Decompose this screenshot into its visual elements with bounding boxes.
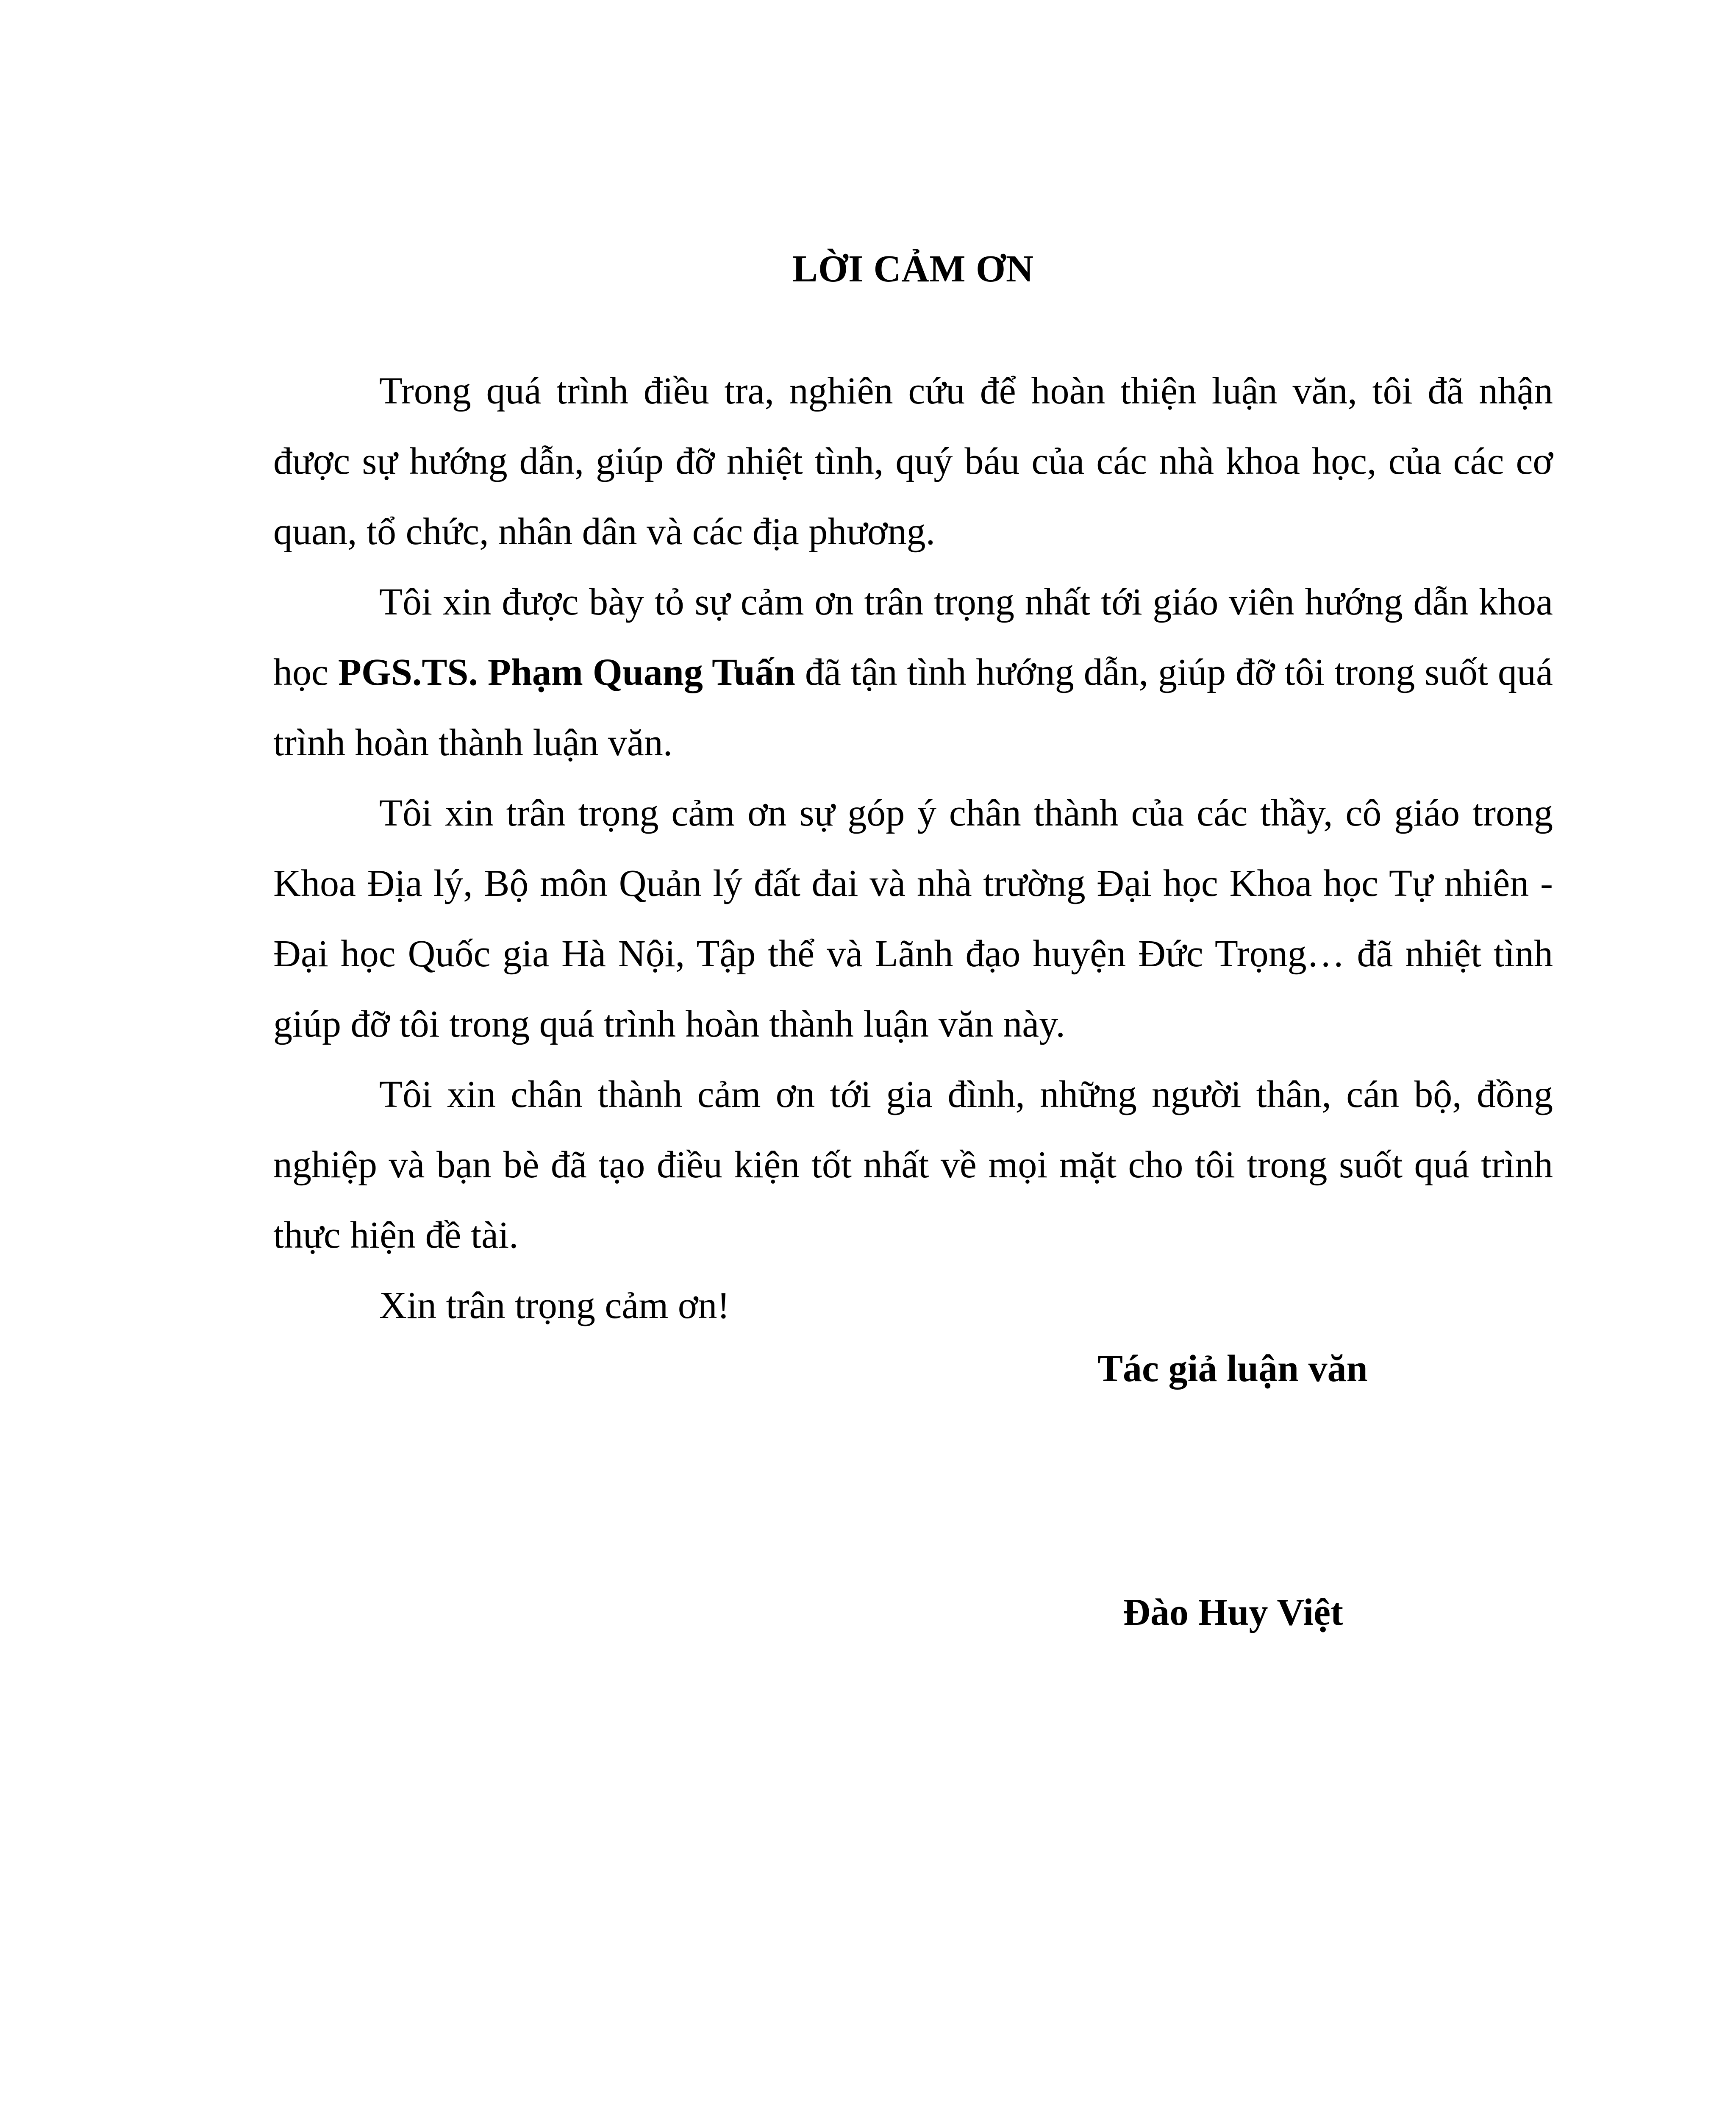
paragraph-2-text-after: đã tận tình hướng dẫn, giúp đỡ tôi trong suốt quá trình hoàn thành luận văn. [273,651,1553,764]
document-body [273,356,1553,1341]
page-title: LỜI CẢM ƠN [792,248,1034,290]
paragraph-2 [273,567,1553,778]
paragraph-3: Tôi xin trân trọng cảm ơn sự góp ý chân thành của các thầy, cô giáo trong Khoa Địa lý, Bộ môn Quản lý đất đai và nhà trường Đại học Khoa học Tự nhiên - Đại học Quốc gia Hà Nội, Tập thể và Lãnh đạo huyện Đức Trọng… đã nhiệt tình giúp đỡ tôi trong quá trình hoàn thành luận văn này. [273,792,1553,1045]
signature-title: Tác giả luận văn [1097,1348,1368,1390]
advisor-name: PGS.TS. Phạm Quang Tuấn [338,651,795,693]
paragraph-2-text-before: Tôi xin được bày tỏ sự cảm ơn trân trọng nhất tới giáo viên hướng dẫn khoa học [273,581,1553,693]
paragraph-5: Xin trân trọng cảm ơn! [379,1285,730,1326]
paragraph-4: Tôi xin chân thành cảm ơn tới gia đình, những người thân, cán bộ, đồng nghiệp và bạn bè đã tạo điều kiện tốt nhất về mọi mặt cho tôi trong suốt quá trình thực hiện đề tài. [273,1073,1553,1256]
paragraph-1: Trong quá trình điều tra, nghiên cứu để hoàn thiện luận văn, tôi đã nhận được sự hướng dẫn, giúp đỡ nhiệt tình, quý báu của các nhà khoa học, của các cơ quan, tổ chức, nhân dân và các địa phương. [273,370,1553,553]
author-name: Đào Huy Việt [1123,1591,1344,1633]
